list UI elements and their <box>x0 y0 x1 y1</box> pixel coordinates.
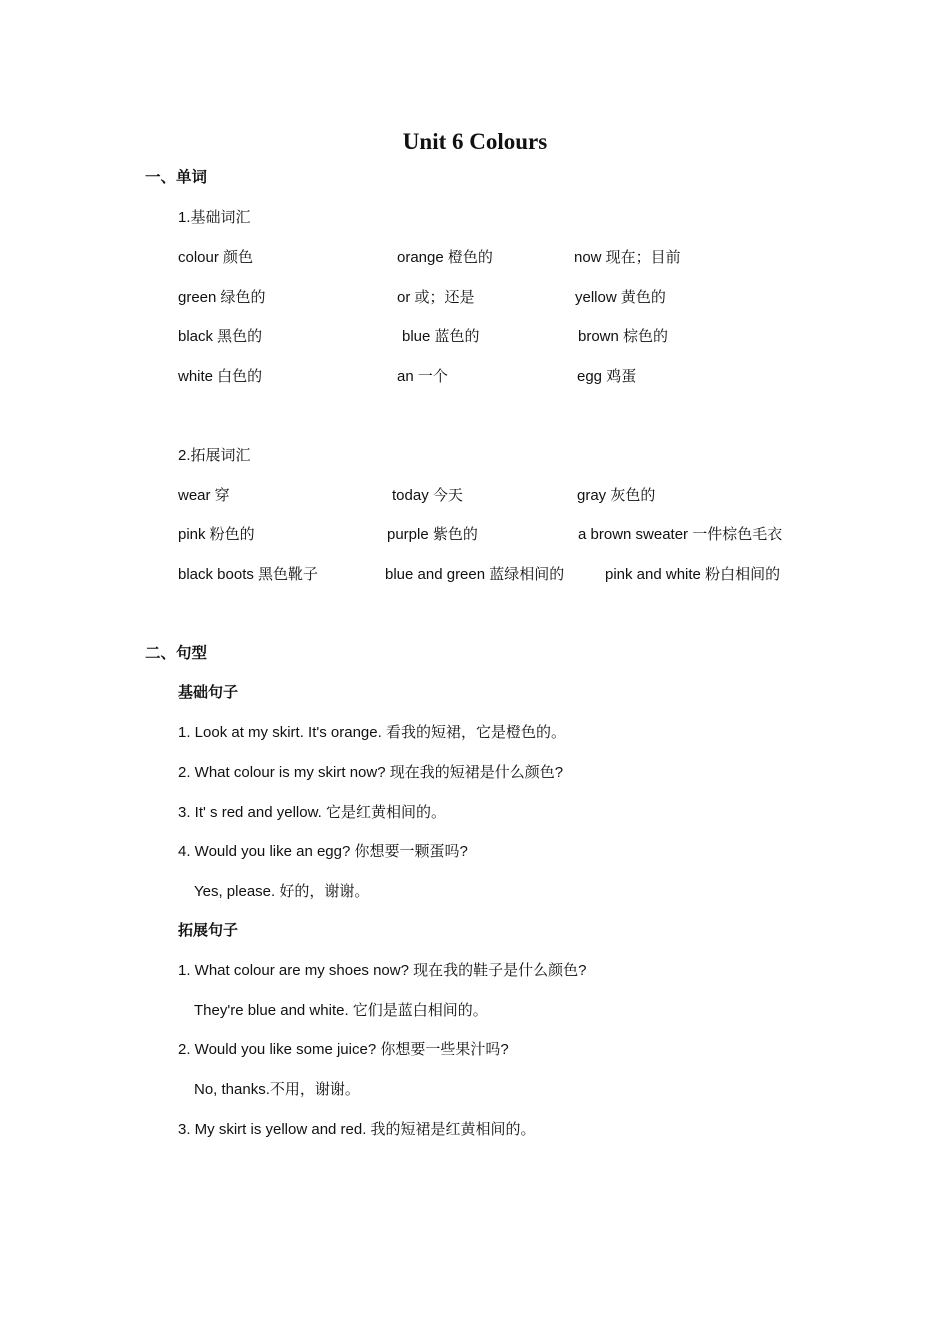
sentence: 1. What colour are my shoes now? 现在我的鞋子是什么颜色? <box>178 962 587 979</box>
vocab-item: black 黑色的 <box>178 328 263 345</box>
vocab-item: an 一个 <box>397 368 448 385</box>
extended-vocab-heading: 2.拓展词汇 <box>178 447 251 464</box>
vocab-item: today 今天 <box>392 487 463 504</box>
vocab-item: black boots 黑色靴子 <box>178 566 319 583</box>
vocab-item: or 或；还是 <box>397 289 475 306</box>
vocab-item: now 现在；目前 <box>574 249 681 266</box>
sentence: 4. Would you like an egg? 你想要一颗蛋吗? <box>178 843 468 860</box>
vocab-item: purple 紫色的 <box>387 526 478 543</box>
sentence-answer: Yes, please. 好的，谢谢。 <box>194 883 370 900</box>
page-title: Unit 6 Colours <box>402 129 548 154</box>
vocab-item: green 绿色的 <box>178 289 266 306</box>
section-heading-vocabulary: 一、单词 <box>145 169 208 186</box>
vocab-item: blue and green 蓝绿相间的 <box>385 566 565 583</box>
vocab-item: orange 橙色的 <box>397 249 493 266</box>
vocab-item: pink 粉色的 <box>178 526 255 543</box>
sentence: 3. It' s red and yellow. 它是红黄相间的。 <box>178 804 446 821</box>
vocab-item: egg 鸡蛋 <box>577 368 637 385</box>
vocab-item: blue 蓝色的 <box>402 328 480 345</box>
extended-sentences-heading: 拓展句子 <box>178 922 239 939</box>
sentence: 1. Look at my skirt. It's orange. 看我的短裙，它是橙色的。 <box>178 724 566 741</box>
vocab-item: brown 棕色的 <box>578 328 669 345</box>
basic-sentences-heading: 基础句子 <box>178 684 239 701</box>
vocab-item: a brown sweater 一件棕色毛衣 <box>578 526 783 543</box>
vocab-item: gray 灰色的 <box>577 487 656 504</box>
sentence-answer: No, thanks.不用，谢谢。 <box>194 1081 360 1098</box>
sentence: 2. What colour is my skirt now? 现在我的短裙是什么颜色? <box>178 764 564 781</box>
sentence: 3. My skirt is yellow and red. 我的短裙是红黄相间的。 <box>178 1121 536 1138</box>
vocab-item: wear 穿 <box>178 487 230 504</box>
section-heading-sentences: 二、句型 <box>145 645 208 662</box>
vocab-item: white 白色的 <box>178 368 263 385</box>
sentence: 2. Would you like some juice? 你想要一些果汁吗? <box>178 1041 509 1058</box>
vocab-item: yellow 黄色的 <box>575 289 666 306</box>
vocab-item: pink and white 粉白相间的 <box>605 566 781 583</box>
basic-vocab-heading: 1.基础词汇 <box>178 209 251 226</box>
sentence-answer: They're blue and white. 它们是蓝白相间的。 <box>194 1002 488 1019</box>
vocab-item: colour 颜色 <box>178 249 254 266</box>
